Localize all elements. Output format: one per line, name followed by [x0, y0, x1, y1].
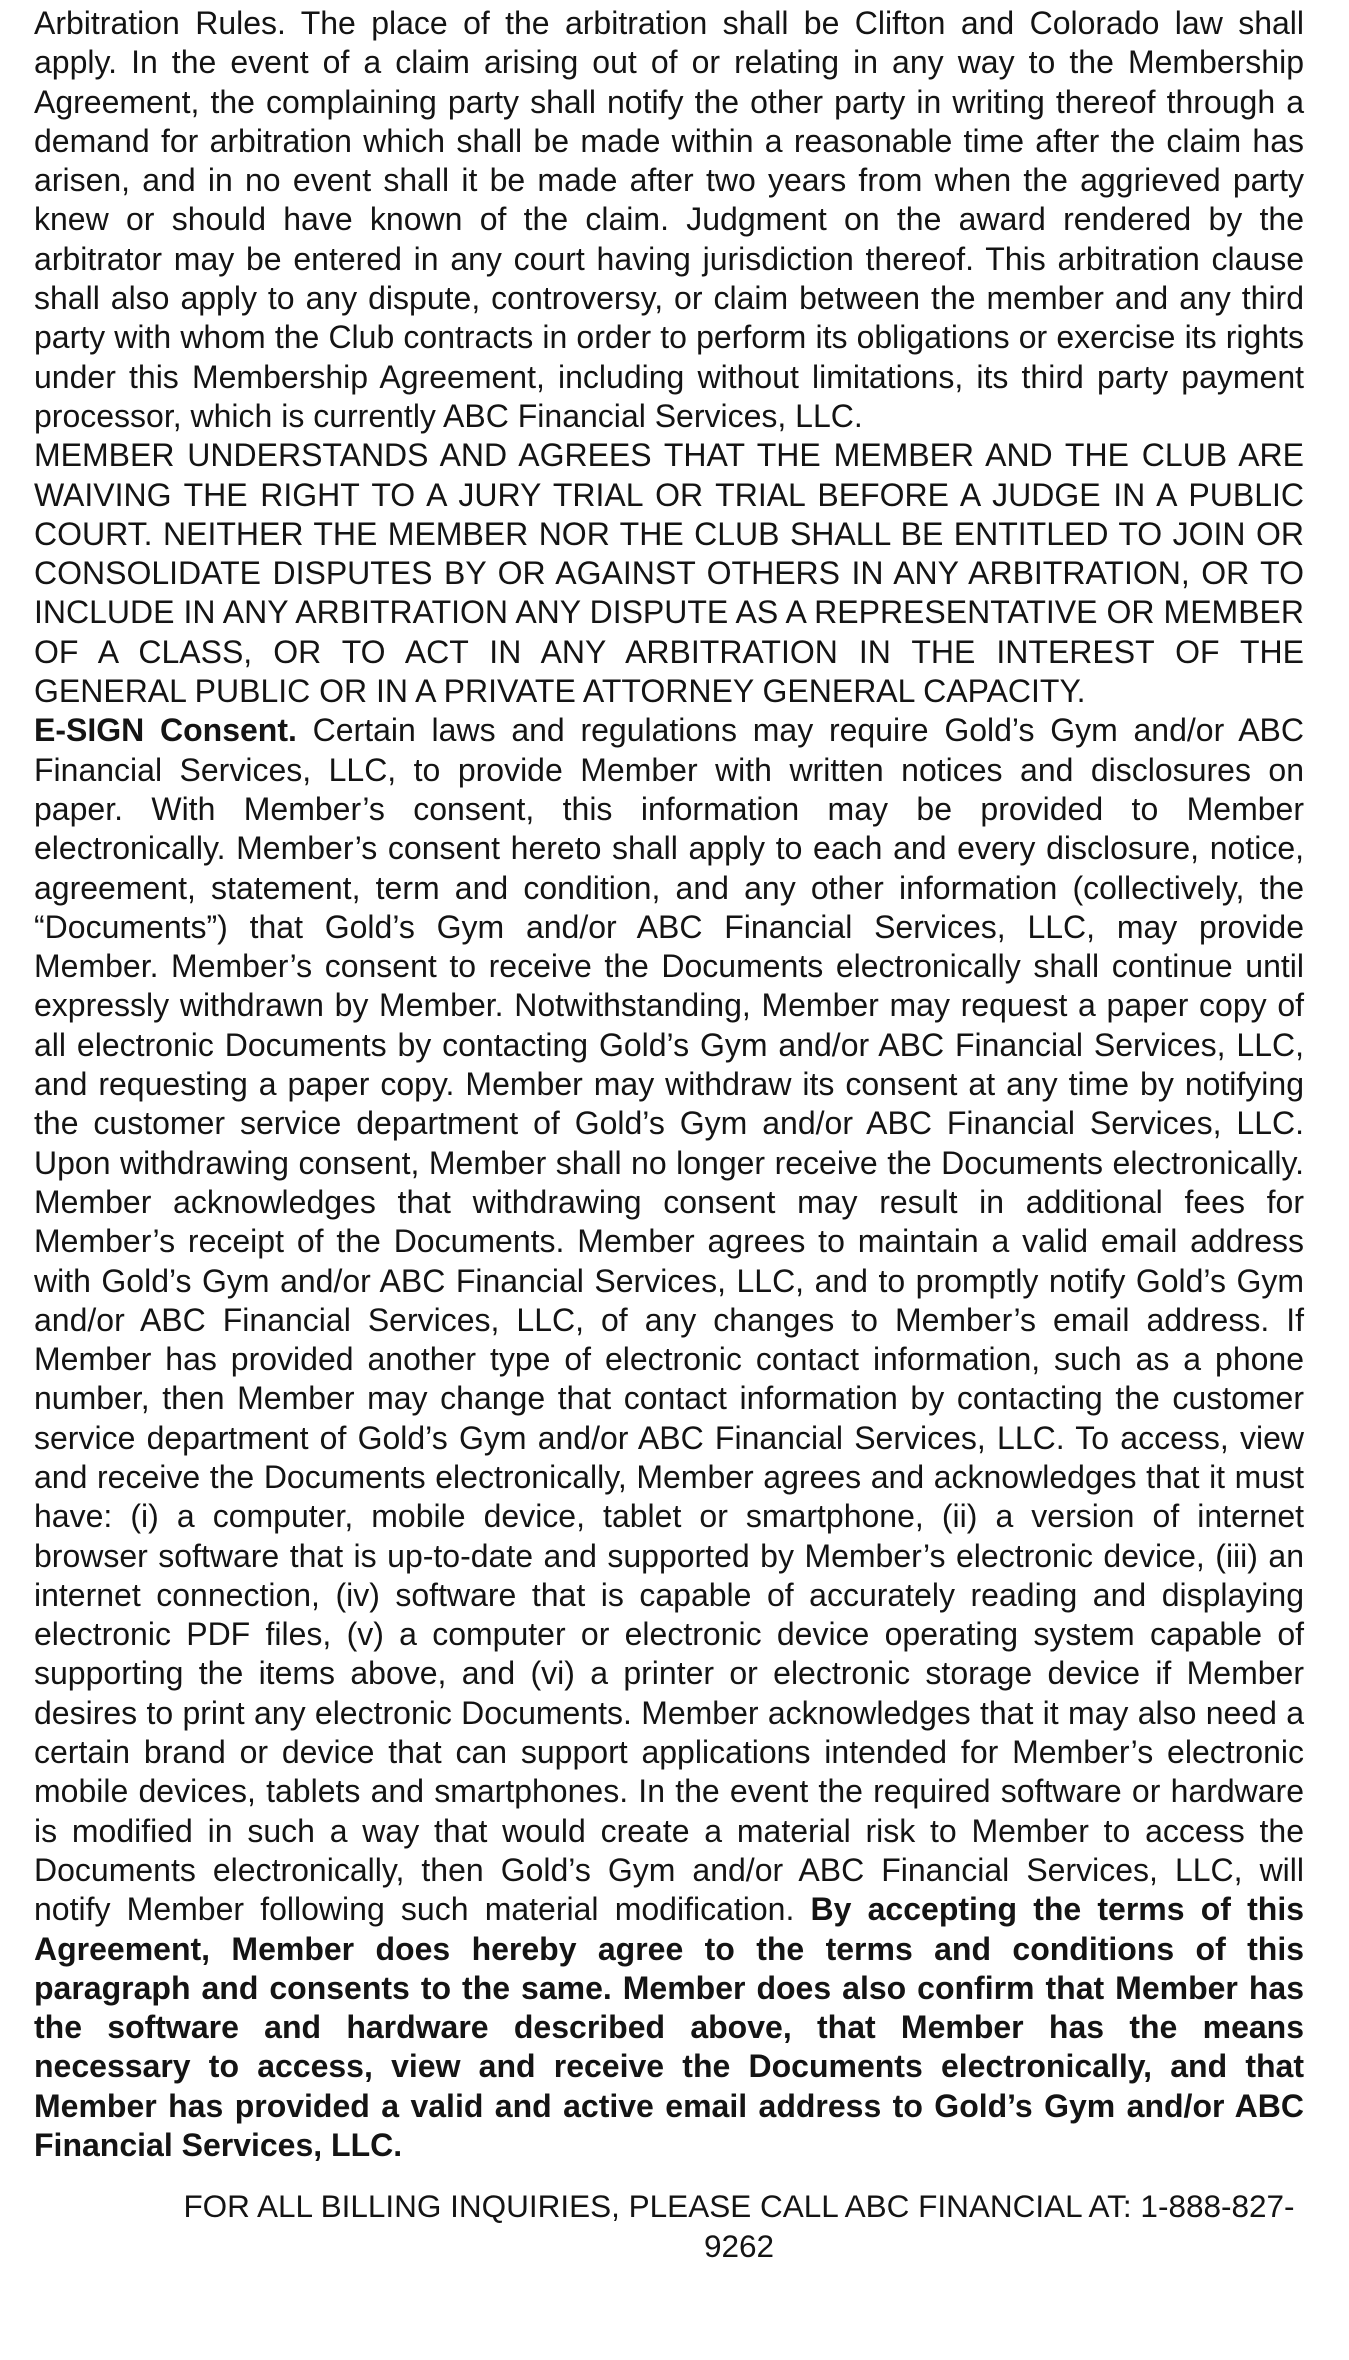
billing-inquiries-footer: FOR ALL BILLING INQUIRIES, PLEASE CALL ABC FINANCIAL AT: 1-888-827-9262 — [183, 2188, 1295, 2264]
arbitration-paragraph: Arbitration Rules. The place of the arbitration shall be Clifton and Colorado law shall apply. In the event of a claim arising out of or relating in any way to the Membership Agreement, the complaining party shall notify the other party in writing thereof through a demand for arbitration which shall be made within a reasonable time after the claim has arisen, and in no event shall it be made after two years from when the aggrieved party knew or should have known of the claim. Judgment on the award rendered by the arbitrator may be entered in any court having jurisdiction thereof. This arbitration clause shall also apply to any dispute, controversy, or claim between the member and any third party with whom the Club contracts in order to perform its obligations or exercise its rights under this Membership Agreement, including without limitations, its third party payment processor, which is currently ABC Financial Services, LLC. — [34, 5, 1304, 434]
esign-consent-acceptance: By accepting the terms of this Agreement, Member does hereby agree to the terms and conditions of this paragraph and consents to the same. Member does also confirm that Member has the software and hardware described above, that Member has the means necessary to access, view and receive the Documents electronically, and that Member has provided a valid and active email address to Gold’s Gym and/or ABC Financial Services, LLC. — [34, 1891, 1304, 2164]
esign-consent-heading: E-SIGN Consent. — [34, 712, 297, 749]
esign-consent-paragraph — [34, 711, 1304, 2165]
esign-consent-body: Certain laws and regulations may require Gold’s Gym and/or ABC Financial Services, LLC, to provide Member with written notices and disclosures on paper. With Member’s consent, this information may be provided to Member electronically. Member’s consent hereto shall apply to each and every disclosure, notice, agreement, statement, term and condition, and any other information (collectively, the “Documents”) that Gold’s Gym and/or ABC Financial Services, LLC, may provide Member. Member’s consent to receive the Documents electronically shall continue until expressly withdrawn by Member. Notwithstanding, Member may request a paper copy of all electronic Documents by contacting Gold’s Gym and/or ABC Financial Services, LLC, and requesting a paper copy. Member may withdraw its consent at any time by notifying the customer service department of Gold’s Gym and/or ABC Financial Services, LLC. Upon withdrawing consent, Member shall no longer receive the Documents electronically. Member acknowledges that withdrawing consent may result in additional fees for Member’s receipt of the Documents. Member agrees to maintain a valid email address with Gold’s Gym and/or ABC Financial Services, LLC, and to promptly notify Gold’s Gym and/or ABC Financial Services, LLC, of any changes to Member’s email address. If Member has provided another type of electronic contact information, such as a phone number, then Member may change that contact information by contacting the customer service department of Gold’s Gym and/or ABC Financial Services, LLC. To access, view and receive the Documents electronically, Member agrees and acknowledges that it must have: (i) a computer, mobile device, tablet or smartphone, (ii) a version of internet browser software that is up-to-date and supported by Member’s electronic device, (iii) an internet connection, (iv) software that is capable of accurately reading and displaying electronic PDF files, (v) a computer or electronic device operating system capable of supporting the items above, and (vi) a printer or electronic storage device if Member desires to print any electronic Documents. Member acknowledges that it may also need a certain brand or device that can support applications intended for Member’s electronic mobile devices, tablets and smartphones. In the event the required software or hardware is modified in such a way that would create a material risk to Member to access the Documents electronically, then Gold’s Gym and/or ABC Financial Services, LLC, will notify Member following such material modification. — [34, 712, 1305, 1928]
document-page — [34, 4, 1304, 2266]
jury-waiver-paragraph: MEMBER UNDERSTANDS AND AGREES THAT THE MEMBER AND THE CLUB ARE WAIVING THE RIGHT TO A JURY TRIAL OR TRIAL BEFORE A JUDGE IN A PUBLIC COURT. NEITHER THE MEMBER NOR THE CLUB SHALL BE ENTITLED TO JOIN OR CONSOLIDATE DISPUTES BY OR AGAINST OTHERS IN ANY ARBITRATION, OR TO INCLUDE IN ANY ARBITRATION ANY DISPUTE AS A REPRESENTATIVE OR MEMBER OF A CLASS, OR TO ACT IN ANY ARBITRATION IN THE INTEREST OF THE GENERAL PUBLIC OR IN A PRIVATE ATTORNEY GENERAL CAPACITY. — [34, 437, 1304, 710]
